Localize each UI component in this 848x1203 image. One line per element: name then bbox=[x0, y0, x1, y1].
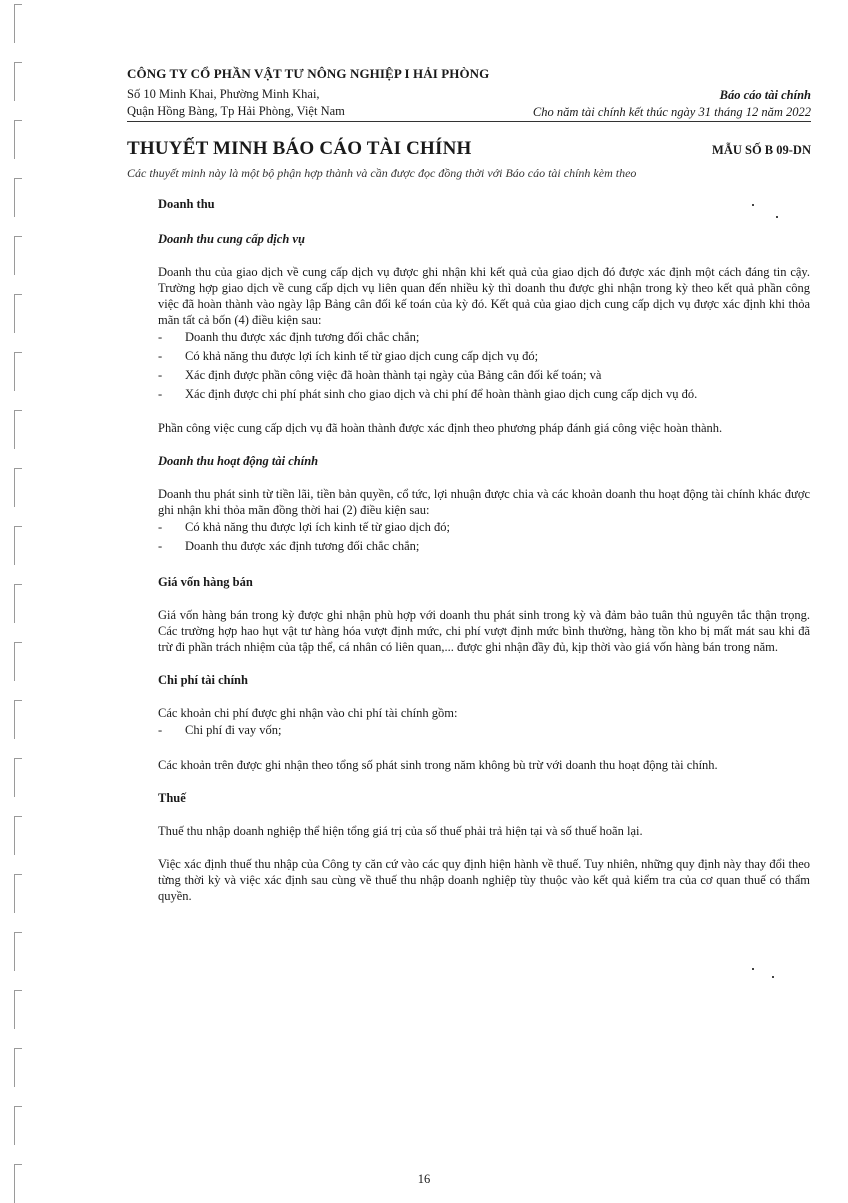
list-financial-conditions bbox=[158, 518, 810, 556]
company-name: CÔNG TY CỔ PHẦN VẬT TƯ NÔNG NGHIỆP I HẢI PHÒNG bbox=[127, 66, 490, 81]
list-service-conditions bbox=[158, 328, 810, 404]
heading-revenue: Doanh thu bbox=[158, 197, 215, 211]
binder-mark bbox=[14, 932, 22, 971]
list-item: - Xác định được phần công việc đã hoàn thành tại ngày của Bảng cân đối kế toán; và bbox=[158, 366, 810, 385]
binder-mark bbox=[14, 410, 22, 449]
binder-mark bbox=[14, 352, 22, 391]
page-header bbox=[127, 66, 811, 122]
heading-service-revenue: Doanh thu cung cấp dịch vụ bbox=[158, 232, 305, 246]
heading-finance-cost: Chi phí tài chính bbox=[158, 673, 248, 687]
list-finance-cost bbox=[158, 721, 810, 740]
scan-speck bbox=[752, 204, 754, 206]
list-item: - Doanh thu được xác định tương đối chắc chắn; bbox=[158, 537, 810, 556]
binder-mark bbox=[14, 700, 22, 739]
binder-mark bbox=[14, 874, 22, 913]
paragraph-tax-definition: Thuế thu nhập doanh nghiệp thể hiện tổng giá trị của số thuế phải trả hiện tại và số thuế hoãn lại. bbox=[158, 824, 643, 838]
paragraph-cogs: Giá vốn hàng bán trong kỳ được ghi nhận phù hợp với doanh thu phát sinh trong kỳ và đảm bảo tuân thủ nguyên tắc thận trọng. Các trường hợp hao hụt vật tư hàng hóa vượt định mức, chi phí vượt định mức bình thường, hàng tồn kho bị mất mát sau khi đã trừ đi phần trách nhiệm của tập thể, cá nhân có liên quan,... được ghi nhận đầy đủ, kịp thời vào giá vốn hàng bán trong năm. bbox=[158, 608, 810, 654]
paragraph-tax-determination: Việc xác định thuế thu nhập của Công ty căn cứ vào các quy định hiện hành về thuế. Tuy nhiên, những quy định này thay đổi theo từng thời kỳ và việc xác định sau cùng về thuế thu nhập doanh nghiệp tùy thuộc vào kết quả kiểm tra của cơ quan thuế có thẩm quyền. bbox=[158, 857, 810, 903]
binder-mark bbox=[14, 758, 22, 797]
scan-speck bbox=[776, 216, 778, 218]
heading-financial-revenue: Doanh thu hoạt động tài chính bbox=[158, 454, 319, 468]
report-label: Báo cáo tài chính bbox=[719, 88, 811, 102]
paragraph-service-revenue: Doanh thu của giao dịch về cung cấp dịch vụ được ghi nhận khi kết quả của giao dịch đó được xác định một cách đáng tin cậy. Trường hợp giao dịch về cung cấp dịch vụ liên quan đến nhiều kỳ thì doanh thu được ghi nhận trong kỳ theo kết quả phần công việc đã hoàn thành vào ngày lập Bảng cân đối kế toán của kỳ đó. Kết quả của giao dịch cung cấp dịch vụ được xác định khi thỏa mãn tất cả bốn (4) điều kiện sau: bbox=[158, 265, 810, 327]
binder-mark bbox=[14, 294, 22, 333]
heading-cogs: Giá vốn hàng bán bbox=[158, 575, 253, 589]
scan-speck bbox=[752, 968, 754, 970]
binder-mark bbox=[14, 4, 22, 43]
paragraph-service-completion: Phần công việc cung cấp dịch vụ đã hoàn thành được xác định theo phương pháp đánh giá công việc hoàn thành. bbox=[158, 421, 723, 435]
list-item: - Chi phí đi vay vốn; bbox=[158, 721, 810, 740]
binder-mark bbox=[14, 1048, 22, 1087]
binder-mark bbox=[14, 120, 22, 159]
list-item: - Doanh thu được xác định tương đối chắc chắn; bbox=[158, 328, 810, 347]
binder-marks bbox=[14, 0, 24, 1200]
report-period: Cho năm tài chính kết thúc ngày 31 tháng 12 năm 2022 bbox=[532, 105, 811, 119]
document-title: THUYẾT MINH BÁO CÁO TÀI CHÍNH bbox=[127, 138, 472, 159]
binder-mark bbox=[14, 1106, 22, 1145]
paragraph-finance-cost: Các khoản chi phí được ghi nhận vào chi phí tài chính gồm: bbox=[158, 706, 458, 720]
page-number: 16 bbox=[417, 1172, 431, 1186]
binder-mark bbox=[14, 990, 22, 1029]
list-item: - Xác định được chi phí phát sinh cho giao dịch và chi phí để hoàn thành giao dịch cung cấp dịch vụ đó. bbox=[158, 385, 810, 404]
address-line-1: Số 10 Minh Khai, Phường Minh Khai, bbox=[127, 87, 320, 101]
address-line-2: Quận Hồng Bàng, Tp Hải Phòng, Việt Nam bbox=[127, 104, 345, 118]
list-item: - Có khả năng thu được lợi ích kinh tế từ giao dịch đó; bbox=[158, 518, 810, 537]
binder-mark bbox=[14, 468, 22, 507]
paragraph-finance-cost-note: Các khoản trên được ghi nhận theo tổng số phát sinh trong năm không bù trừ với doanh thu hoạt động tài chính. bbox=[158, 758, 718, 772]
document-subtitle: Các thuyết minh này là một bộ phận hợp thành và cần được đọc đồng thời với Báo cáo tài chính kèm theo bbox=[127, 166, 637, 180]
binder-mark bbox=[14, 816, 22, 855]
binder-mark bbox=[14, 642, 22, 681]
list-item: - Có khả năng thu được lợi ích kinh tế từ giao dịch cung cấp dịch vụ đó; bbox=[158, 347, 810, 366]
paragraph-financial-revenue: Doanh thu phát sinh từ tiền lãi, tiền bản quyền, cổ tức, lợi nhuận được chia và các khoản doanh thu hoạt động tài chính khác được ghi nhận khi thỏa mãn đồng thời hai (2) điều kiện sau: bbox=[158, 487, 810, 517]
heading-tax: Thuế bbox=[158, 791, 186, 805]
notes-content bbox=[158, 196, 810, 904]
form-number: MẪU SỐ B 09-DN bbox=[712, 143, 811, 157]
binder-mark bbox=[14, 178, 22, 217]
binder-mark bbox=[14, 236, 22, 275]
scan-speck bbox=[772, 976, 774, 978]
binder-mark bbox=[14, 526, 22, 565]
binder-mark bbox=[14, 62, 22, 101]
binder-mark bbox=[14, 584, 22, 623]
